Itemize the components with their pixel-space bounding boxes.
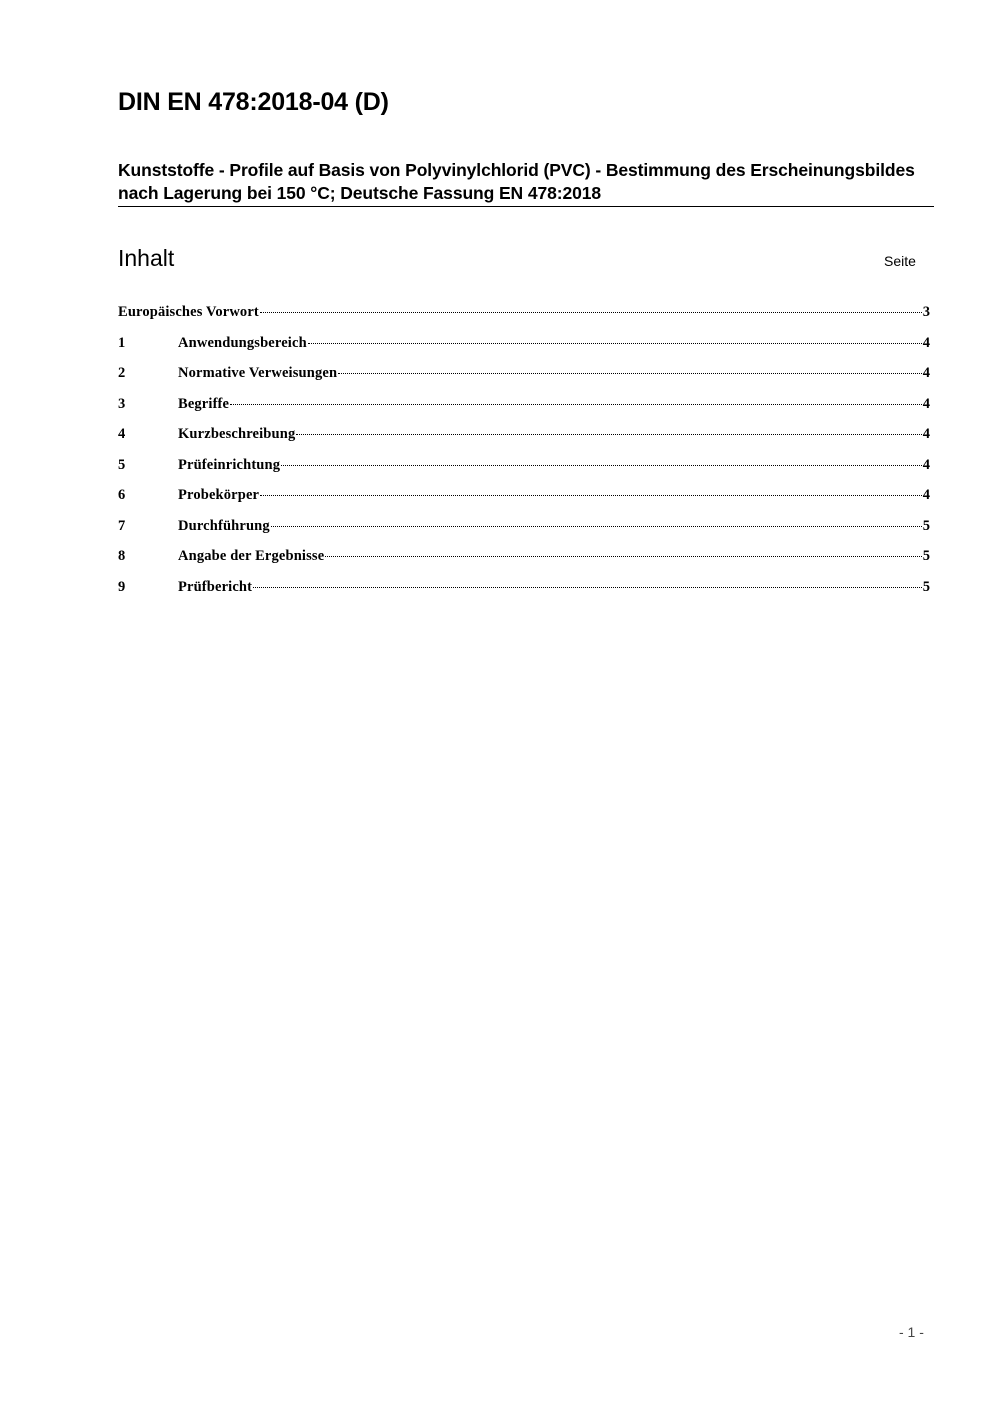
- page-number-footer: - 1 -: [899, 1324, 924, 1340]
- toc-entry-page: 4: [922, 456, 930, 473]
- toc-entry-3[interactable]: [118, 394, 930, 425]
- toc-leader: [325, 556, 921, 557]
- toc-leader: [271, 526, 922, 527]
- toc-entry-page: 5: [922, 517, 930, 534]
- toc-entry-number: 9: [118, 578, 126, 595]
- table-of-contents: [118, 302, 930, 607]
- toc-leader: [260, 495, 922, 496]
- toc-heading: Inhalt: [118, 245, 175, 271]
- document-title: DIN EN 478:2018-04 (D): [118, 88, 389, 116]
- toc-page-column-label: Seite: [884, 253, 916, 269]
- toc-entry-title: Begriffe: [178, 395, 230, 412]
- toc-entry-page: 4: [922, 487, 930, 503]
- toc-entry-page: 5: [922, 548, 930, 564]
- toc-entry-page: 5: [922, 578, 930, 595]
- toc-entry-number: 1: [118, 334, 126, 351]
- toc-entry-7[interactable]: [118, 516, 930, 547]
- toc-leader: [308, 343, 922, 344]
- toc-entry-page: 4: [922, 395, 930, 412]
- toc-entry-1[interactable]: [118, 333, 930, 364]
- toc-entry-title: Kurzbeschreibung: [178, 426, 296, 442]
- document-subtitle: Kunststoffe - Profile auf Basis von Polyvinylchlorid (PVC) - Bestimmung des Erscheinungsbildes nach Lagerung bei 150 °C; Deutsche Fassung EN 478:2018: [118, 160, 915, 203]
- toc-entry-9[interactable]: [118, 577, 930, 608]
- toc-entry-number: 4: [118, 426, 126, 442]
- toc-entry-number: 3: [118, 395, 126, 412]
- toc-entry-title: Probekörper: [178, 487, 260, 503]
- toc-entry-number: 8: [118, 548, 126, 564]
- toc-entry-page: 4: [922, 334, 930, 351]
- toc-entry-title: Durchführung: [178, 517, 270, 534]
- toc-entry-number: 2: [118, 365, 126, 381]
- toc-entry-6[interactable]: [118, 485, 930, 516]
- toc-entry-title: Anwendungsbereich: [178, 334, 307, 351]
- toc-entry-title: Prüfbericht: [178, 578, 253, 595]
- toc-entry-title: Europäisches Vorwort: [118, 304, 259, 320]
- toc-entry-foreword[interactable]: [118, 302, 930, 333]
- toc-entry-title: Angabe der Ergebnisse: [178, 548, 325, 564]
- toc-entry-page: 3: [922, 304, 930, 320]
- toc-leader: [281, 465, 922, 466]
- toc-leader: [260, 312, 922, 313]
- toc-entry-title: Prüfeinrichtung: [178, 456, 281, 473]
- toc-entry-title: Normative Verweisungen: [178, 365, 338, 381]
- toc-entry-4[interactable]: [118, 424, 930, 455]
- toc-leader: [253, 587, 922, 588]
- toc-entry-8[interactable]: [118, 546, 930, 577]
- toc-leader: [338, 373, 922, 374]
- toc-entry-number: 6: [118, 487, 126, 503]
- toc-entry-number: 7: [118, 517, 126, 534]
- toc-leader: [296, 434, 921, 435]
- toc-entry-2[interactable]: [118, 363, 930, 394]
- toc-entry-number: 5: [118, 456, 126, 473]
- toc-entry-5[interactable]: [118, 455, 930, 486]
- toc-leader: [230, 404, 922, 405]
- toc-entry-page: 4: [922, 365, 930, 381]
- subtitle-divider: [118, 206, 934, 207]
- toc-entry-page: 4: [922, 426, 930, 442]
